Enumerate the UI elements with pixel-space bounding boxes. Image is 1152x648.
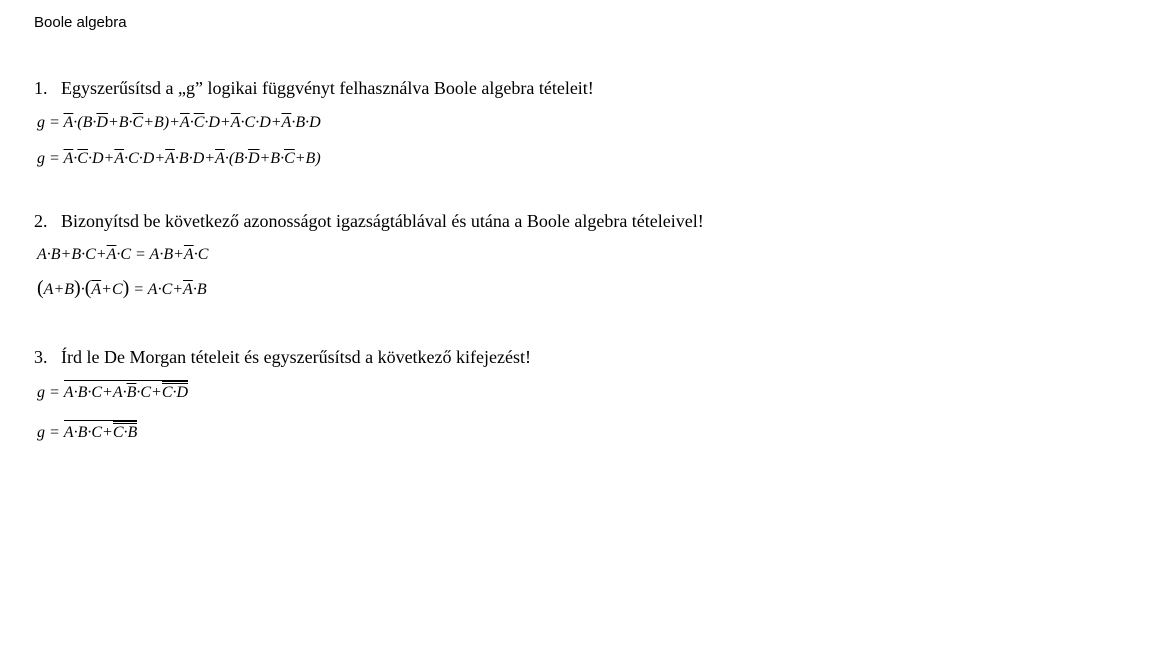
task-3-text: Írd le De Morgan tételeit és egyszerűsítsd a következő kifejezést! [61, 347, 531, 367]
task-3-number: 3. [34, 347, 48, 367]
task-1-formula-2: $g = \overline{A}\cdot\overline{C}\cdot D+\overline{A}\cdot C\cdot D+\overline{A}\cdot B\cdot D+\overline{A}\cdot(B\cdot\overline{D}+B\cdot\overline{C}+B)$ [37, 150, 321, 167]
task-1-number: 1. [34, 78, 48, 98]
document-title: Boole algebra [34, 14, 127, 31]
task-2-text: Bizonyítsd be következő azonosságot igazságtáblával és utána a Boole algebra tételeivel! [61, 211, 704, 231]
task-3-formula-1: $g = A\cdot B\cdot C+A\cdot\overline{B}\cdot C+C\cdot D$ [37, 380, 188, 403]
task-2-formula-2: $(A+B)\cdot(\overline{A}+C) = A\cdot C+\overline{A}\cdot B$ [37, 277, 207, 299]
task-1-text: Egyszerűsítsd a „g” logikai függvényt felhasználva Boole algebra tételeit! [61, 78, 594, 98]
task-3-heading [34, 347, 531, 368]
task-2-formula-1: $A\cdot B+B\cdot C+\overline{A}\cdot C = A\cdot B+\overline{A}\cdot C$ [37, 246, 209, 263]
task-3-formula-2: g = A·B·C+C·B [37, 420, 137, 443]
task-1-formula-1: $g = \overline{A}\cdot(B\cdot\overline{D}+B\cdot\overline{C}+B)+\overline{A}\cdot\overline{C}\cdot D+\overline{A}\cdot C\cdot D+\overline{A}\cdot B\cdot D$ [37, 114, 321, 131]
task-1-heading [34, 78, 594, 99]
task-2-number: 2. [34, 211, 48, 231]
task-2-heading [34, 211, 704, 232]
